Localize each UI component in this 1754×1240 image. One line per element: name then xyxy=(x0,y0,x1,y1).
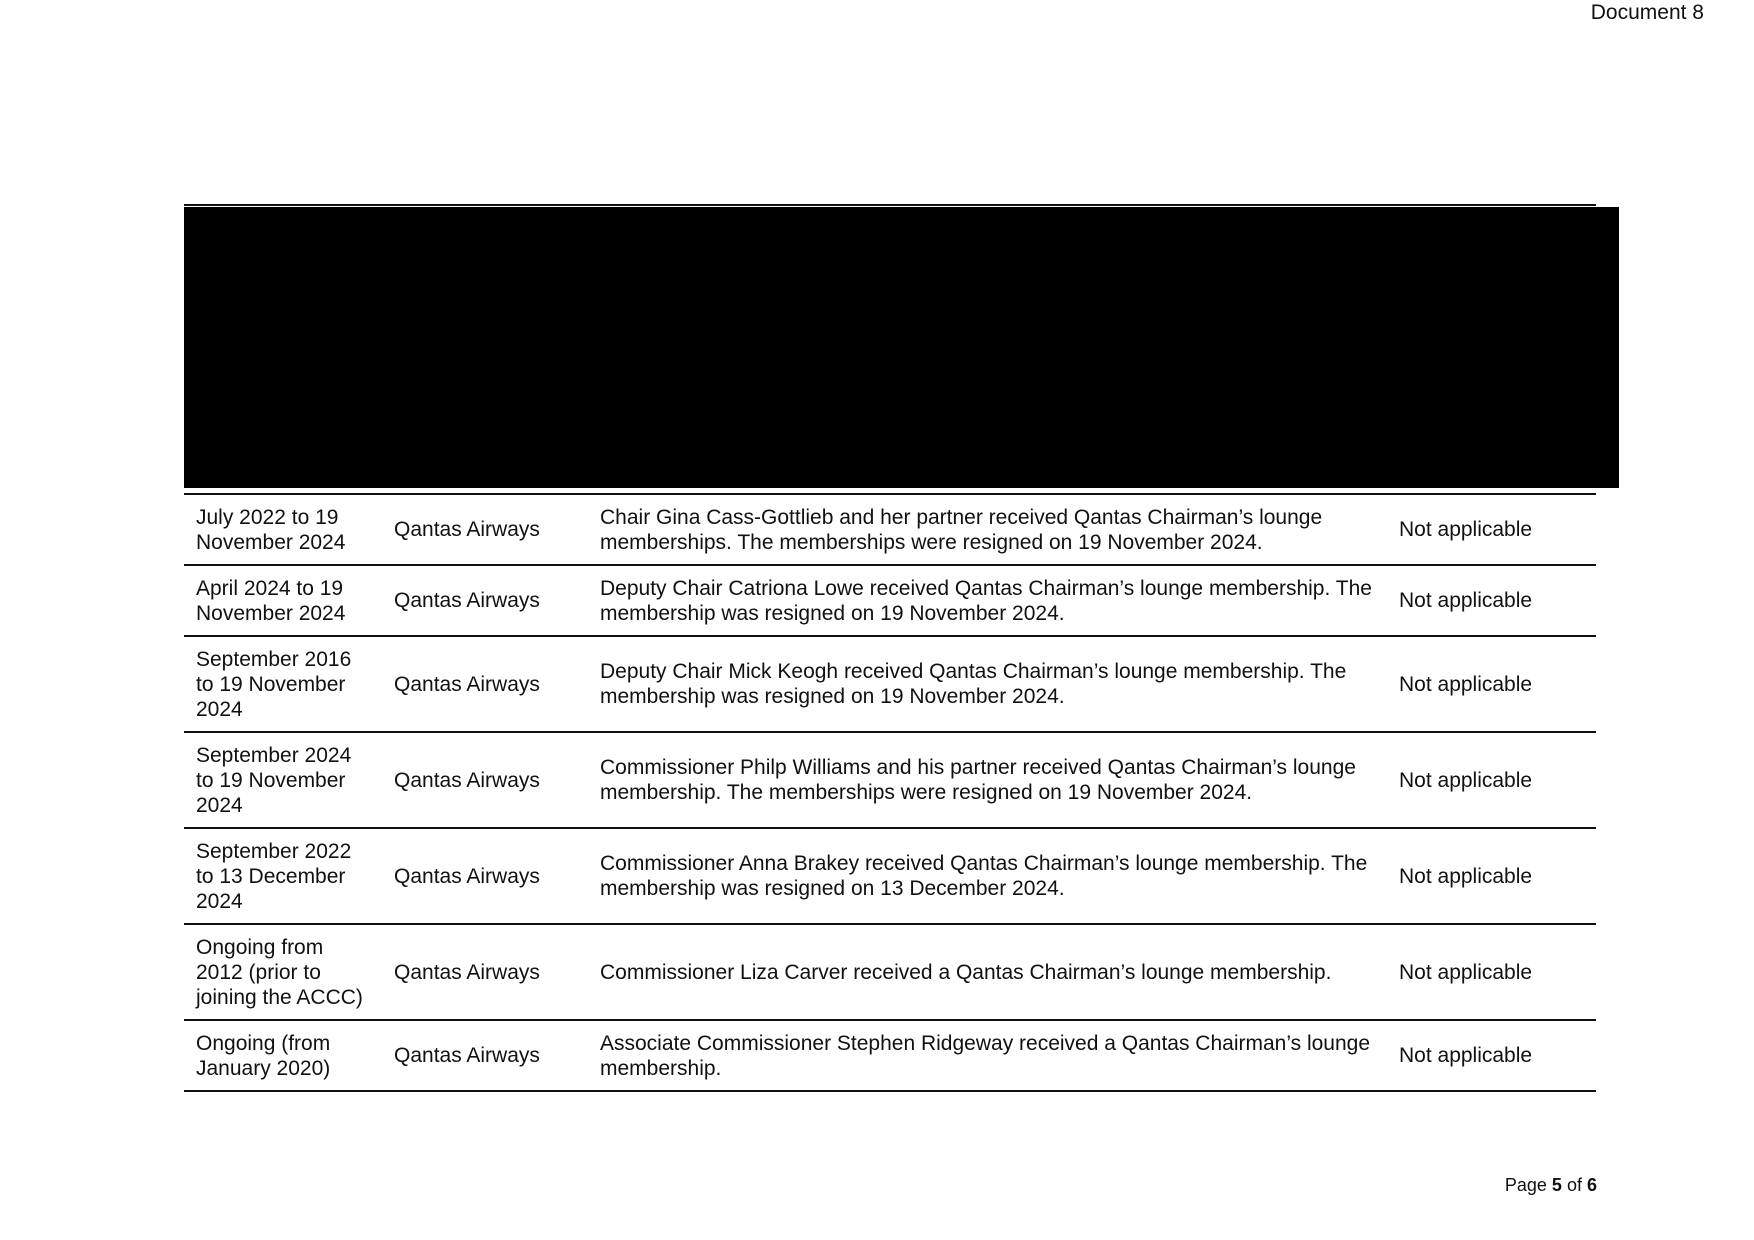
current-page: 5 xyxy=(1551,1175,1562,1195)
organisation-cell: Qantas Airways xyxy=(394,960,540,984)
page-number xyxy=(1505,1175,1597,1196)
description-cell: Deputy Chair Catriona Lowe received Qantas Chairman’s lounge membership. The membership was resigned on 19 November 2024. xyxy=(600,576,1372,625)
value-cell: Not applicable xyxy=(1399,1044,1533,1067)
table-row xyxy=(184,732,1596,828)
date-cell: September 2022 to 13 December 2024 xyxy=(196,839,352,913)
value-cell: Not applicable xyxy=(1399,864,1533,888)
value-cell: Not applicable xyxy=(1399,518,1533,541)
table-row xyxy=(184,636,1596,732)
date-cell: July 2022 to 19 November 2024 xyxy=(196,505,346,554)
organisation-cell: Qantas Airways xyxy=(394,518,540,541)
description-cell: Associate Commissioner Stephen Ridgeway received a Qantas Chairman’s lounge membership. xyxy=(600,1031,1371,1080)
date-cell: Ongoing from 2012 (prior to joining the ACCC) xyxy=(196,935,363,1009)
document-label: Document 8 xyxy=(1590,1,1704,24)
date-cell: April 2024 to 19 November 2024 xyxy=(196,576,346,625)
value-cell: Not applicable xyxy=(1399,960,1533,984)
records-table xyxy=(184,493,1596,1092)
table-top-rule xyxy=(184,204,1596,206)
table-row xyxy=(184,924,1596,1020)
organisation-cell: Qantas Airways xyxy=(394,1044,540,1067)
records-table-container xyxy=(184,493,1596,1092)
organisation-cell: Qantas Airways xyxy=(394,864,540,888)
table-row xyxy=(184,494,1596,565)
organisation-cell: Qantas Airways xyxy=(394,589,540,612)
organisation-cell: Qantas Airways xyxy=(394,768,540,792)
page-separator: of xyxy=(1566,1175,1582,1195)
organisation-cell: Qantas Airways xyxy=(394,672,540,696)
table-row xyxy=(184,828,1596,924)
description-cell: Commissioner Philp Williams and his partner received Qantas Chairman’s lounge membership. The memberships were resigned on 19 November 2024. xyxy=(600,756,1356,804)
date-cell: Ongoing (from January 2020) xyxy=(196,1031,331,1080)
description-cell: Chair Gina Cass-Gottlieb and her partner received Qantas Chairman’s lounge memberships. The memberships were resigned on 19 November 2024. xyxy=(600,505,1323,554)
description-cell: Commissioner Anna Brakey received Qantas Chairman’s lounge membership. The membership was resigned on 13 December 2024. xyxy=(600,852,1368,900)
redaction-block xyxy=(184,207,1619,488)
value-cell: Not applicable xyxy=(1399,672,1533,696)
total-pages: 6 xyxy=(1586,1175,1597,1195)
description-cell: Deputy Chair Mick Keogh received Qantas Chairman’s lounge membership. The membership was resigned on 19 November 2024. xyxy=(600,660,1347,708)
page-prefix: Page xyxy=(1504,1175,1547,1195)
description-cell: Commissioner Liza Carver received a Qantas Chairman’s lounge membership. xyxy=(600,960,1332,984)
value-cell: Not applicable xyxy=(1399,589,1533,612)
table-row xyxy=(184,565,1596,636)
value-cell: Not applicable xyxy=(1399,768,1533,792)
table-row xyxy=(184,1020,1596,1091)
date-cell: September 2024 to 19 November 2024 xyxy=(196,743,352,817)
date-cell: September 2016 to 19 November 2024 xyxy=(196,647,352,721)
